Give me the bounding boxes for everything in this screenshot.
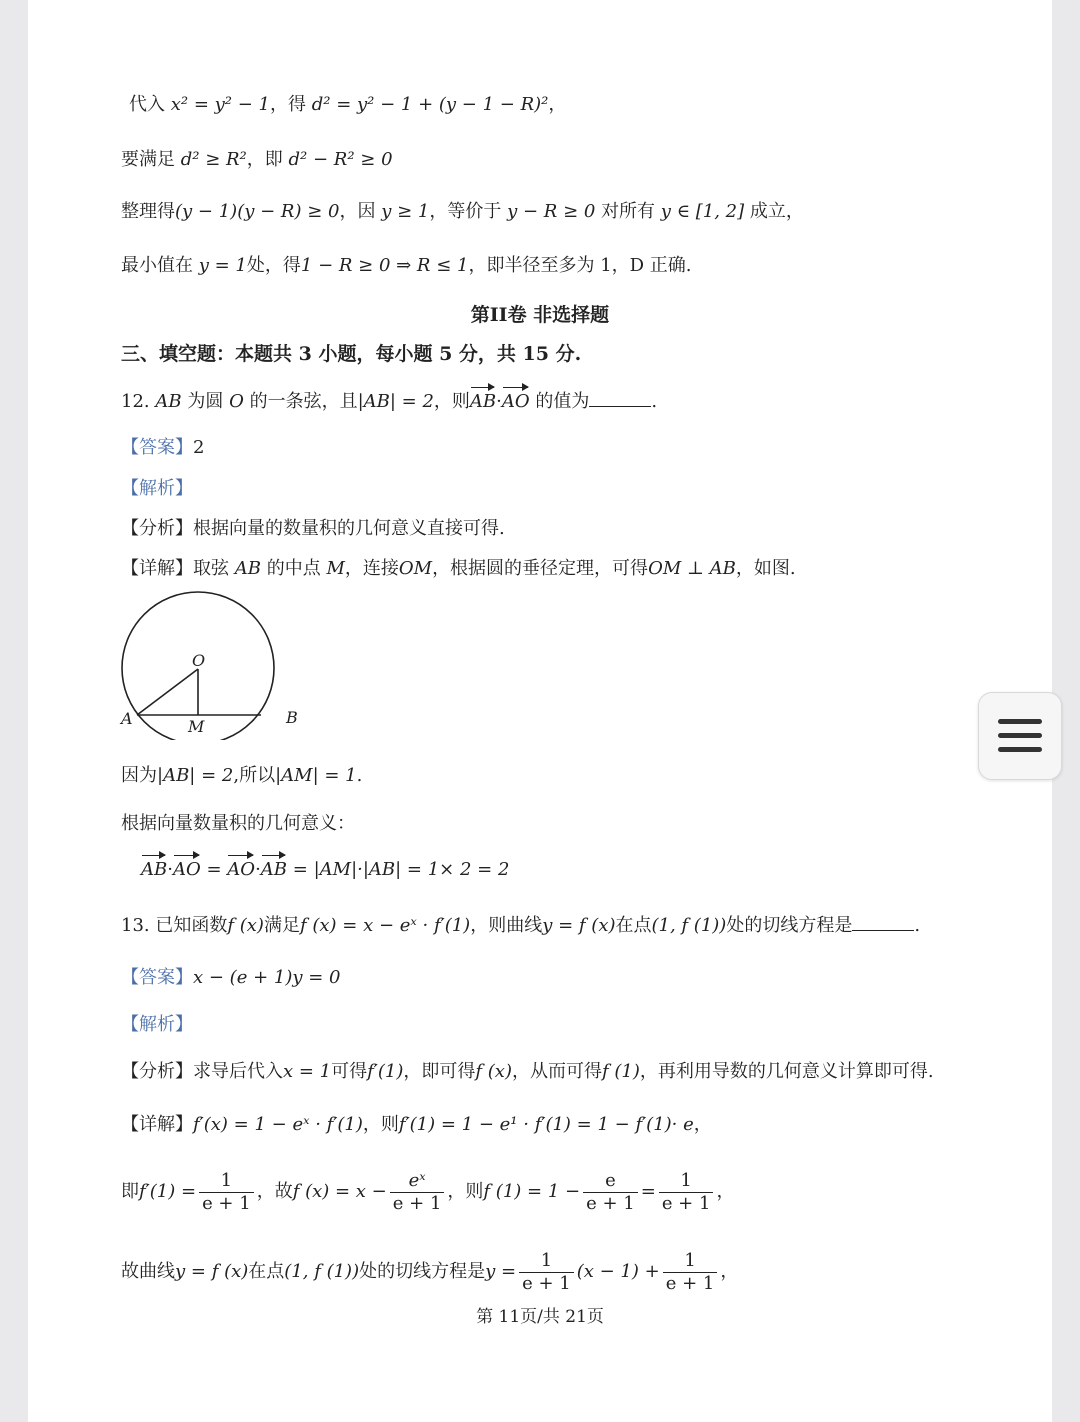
answer-label: 【答案】: [121, 967, 193, 988]
analysis-text: 根据向量的数量积的几何意义直接可得.: [193, 518, 505, 539]
menu-button[interactable]: [978, 692, 1062, 780]
denominator: e + 1: [665, 1272, 715, 1294]
fraction: [583, 1170, 638, 1215]
text: =: [640, 1181, 656, 1202]
text: ，故: [256, 1181, 293, 1202]
math: |AB| = 2: [357, 391, 434, 412]
text: ·: [496, 391, 502, 412]
text: ，得: [270, 94, 306, 115]
q12-answer: [121, 435, 204, 461]
text: 代入: [129, 94, 165, 115]
text: 已知函数: [155, 915, 228, 936]
denominator: e + 1: [586, 1192, 635, 1214]
label-b: B: [286, 708, 298, 727]
text: ，则: [433, 391, 470, 412]
q13-xiangjie-2: [121, 1168, 734, 1216]
answer-value: 2: [193, 437, 205, 458]
text: ，即: [246, 149, 283, 170]
q13-jiexi-label: 【解析】: [121, 1014, 193, 1035]
answer-blank: [852, 912, 914, 931]
text: ，: [720, 1261, 739, 1282]
q13-answer: [121, 965, 341, 991]
text: ，: [716, 1181, 735, 1202]
math: OM: [398, 558, 433, 579]
text: 成立，: [749, 201, 804, 222]
math: AB: [155, 391, 182, 412]
text: 求导后代入: [193, 1061, 283, 1082]
numerator: 1: [659, 1170, 714, 1193]
q12-calculation: [141, 857, 509, 883]
analysis-label: 【分析】: [121, 518, 193, 539]
text: 可得: [331, 1061, 368, 1082]
equation: d² = y² − 1 + (y − 1 − R)²: [311, 94, 549, 115]
numerator: 1: [663, 1250, 718, 1273]
text: .: [356, 765, 363, 786]
question-number: 12.: [121, 391, 150, 412]
numerator: 1: [519, 1250, 574, 1273]
math: OM ⊥ AB: [648, 558, 736, 579]
text: ，根据圆的垂径定理，可得: [432, 558, 649, 579]
question-12: [121, 388, 657, 415]
text: ，则: [362, 1114, 399, 1135]
math: f (1) = 1 −: [483, 1181, 581, 1202]
equation: y ≥ 1: [381, 201, 430, 222]
q13-xiangjie-3: [121, 1248, 738, 1296]
math: y = f (x): [175, 1261, 249, 1282]
text: ，从而可得: [511, 1061, 602, 1082]
document-page: [28, 0, 1052, 1422]
math: f (x) = x −: [292, 1181, 387, 1202]
math: f′(x) = 1 − eˣ · f′(1): [193, 1114, 363, 1135]
numerator: e: [583, 1170, 638, 1193]
analysis-label: 【分析】: [121, 1061, 193, 1082]
denominator: e + 1: [661, 1192, 711, 1214]
text: 处，得: [246, 255, 301, 276]
q13-xiangjie-1: [121, 1112, 712, 1138]
math: f′(1) =: [139, 1181, 197, 1202]
math: |AM| = 1: [275, 765, 357, 786]
answer-blank: [589, 388, 651, 407]
vector-ab: AB: [261, 857, 287, 883]
vector-ab: AB: [470, 389, 496, 415]
text: 取弦: [193, 558, 229, 579]
numerator: eˣ: [390, 1170, 445, 1193]
vector-ao: AO: [227, 857, 255, 883]
text: ，: [693, 1114, 712, 1135]
text: ，则: [447, 1181, 484, 1202]
vector-ab: AB: [141, 857, 167, 883]
text-line-3: [121, 199, 804, 225]
vector-ao: AO: [173, 857, 201, 883]
equation: y = 1: [198, 255, 247, 276]
text-line-4: [121, 253, 692, 279]
q12-jiexi-label: 【解析】: [121, 478, 193, 499]
text: ，则曲线: [470, 915, 543, 936]
text: 处的切线方程是: [359, 1261, 486, 1282]
text: 处的切线方程是: [726, 915, 853, 936]
q12-because: [121, 763, 362, 789]
math: (1, f (1)): [284, 1261, 360, 1282]
math: f (x): [475, 1061, 512, 1082]
fraction: [390, 1170, 445, 1215]
numerator: 1: [199, 1170, 254, 1193]
text: 的中点: [266, 558, 321, 579]
equation: x² = y² − 1: [170, 94, 270, 115]
text: ·: [167, 859, 173, 880]
vector-ao: AO: [502, 389, 530, 415]
label-a: A: [121, 709, 133, 728]
text-line-1: [129, 92, 566, 118]
denominator: e + 1: [522, 1272, 571, 1294]
text: 最小值在: [121, 255, 193, 276]
text: 即: [121, 1181, 139, 1202]
text: 在点: [248, 1261, 285, 1282]
math: f (x) = x − eˣ · f′(1): [299, 915, 471, 936]
text: 为圆: [187, 391, 224, 412]
math: |AB| = 2: [157, 765, 234, 786]
text: ，再利用导数的几何意义计算即可得.: [639, 1061, 934, 1082]
text: ,所以: [233, 765, 276, 786]
q12-fenxi: [121, 516, 505, 542]
question-13: [121, 912, 920, 939]
math: AB: [234, 558, 261, 579]
text: 的值为: [535, 391, 590, 412]
section-title: 三、填空题：本题共 3 小题，每小题 5 分，共 15 分.: [121, 343, 582, 365]
text: 因为: [121, 765, 157, 786]
text: ，即可得: [403, 1061, 476, 1082]
text: .: [651, 391, 658, 412]
q12-geo: 根据向量数量积的几何意义：: [121, 813, 355, 834]
segment-ao: [137, 669, 198, 715]
text: 的一条弦，且: [249, 391, 358, 412]
math: f′(1): [367, 1061, 404, 1082]
page-footer: 第 11页/共 21页: [476, 1307, 604, 1327]
equation: y ∈ [1, 2]: [660, 201, 745, 222]
math: y = f (x): [542, 915, 616, 936]
q12-xiangjie: [121, 556, 796, 582]
denominator: e + 1: [392, 1192, 442, 1214]
equation: d² − R² ≥ 0: [288, 149, 393, 170]
math: y =: [485, 1261, 517, 1282]
fraction: [519, 1250, 574, 1295]
part-title: 第II卷 非选择题: [470, 304, 610, 326]
equation: d² ≥ R²: [180, 149, 247, 170]
math: x = 1: [283, 1061, 332, 1082]
text: 满足: [263, 915, 300, 936]
equation: (y − 1)(y − R) ≥ 0: [175, 201, 340, 222]
fraction: [659, 1170, 714, 1215]
text: ，: [548, 94, 567, 115]
math: M: [326, 558, 345, 579]
answer-label: 【答案】: [121, 437, 193, 458]
text: 故曲线: [121, 1261, 175, 1282]
math: f (x): [227, 915, 264, 936]
detail-label: 【详解】: [121, 558, 193, 579]
label-o: O: [192, 651, 206, 670]
circle-figure: [116, 590, 316, 740]
label-m: M: [188, 717, 205, 736]
text: .: [914, 915, 921, 936]
fraction: [663, 1250, 718, 1295]
text: 对所有: [601, 201, 656, 222]
text: ，因: [339, 201, 376, 222]
fraction: [199, 1170, 254, 1215]
math: O: [229, 391, 244, 412]
equation: y − R ≥ 0: [507, 201, 596, 222]
denominator: e + 1: [202, 1192, 251, 1214]
text: 要满足: [121, 149, 175, 170]
math: f (1): [601, 1061, 640, 1082]
text: ，等价于: [429, 201, 502, 222]
q13-fenxi: [121, 1059, 934, 1085]
text: 整理得: [121, 201, 175, 222]
math: = |AM|·|AB| = 1× 2 = 2: [292, 859, 510, 880]
math: (1, f (1)): [651, 915, 727, 936]
text-line-2: [121, 147, 393, 173]
text: ，连接: [344, 558, 399, 579]
equation: 1 − R ≥ 0 ⇒ R ≤ 1: [300, 255, 469, 276]
answer-value: x − (e + 1)y = 0: [193, 967, 341, 988]
text: 在点: [615, 915, 652, 936]
text: ，如图.: [735, 558, 796, 579]
math: (x − 1) +: [576, 1261, 660, 1282]
text: =: [206, 859, 222, 880]
text: ，即半径至多为 1，D 正确.: [468, 255, 692, 276]
text: ·: [255, 859, 261, 880]
detail-label: 【详解】: [121, 1114, 193, 1135]
math: f′(1) = 1 − e¹ · f′(1) = 1 − f′(1)· e: [398, 1114, 694, 1135]
question-number: 13.: [121, 915, 150, 936]
